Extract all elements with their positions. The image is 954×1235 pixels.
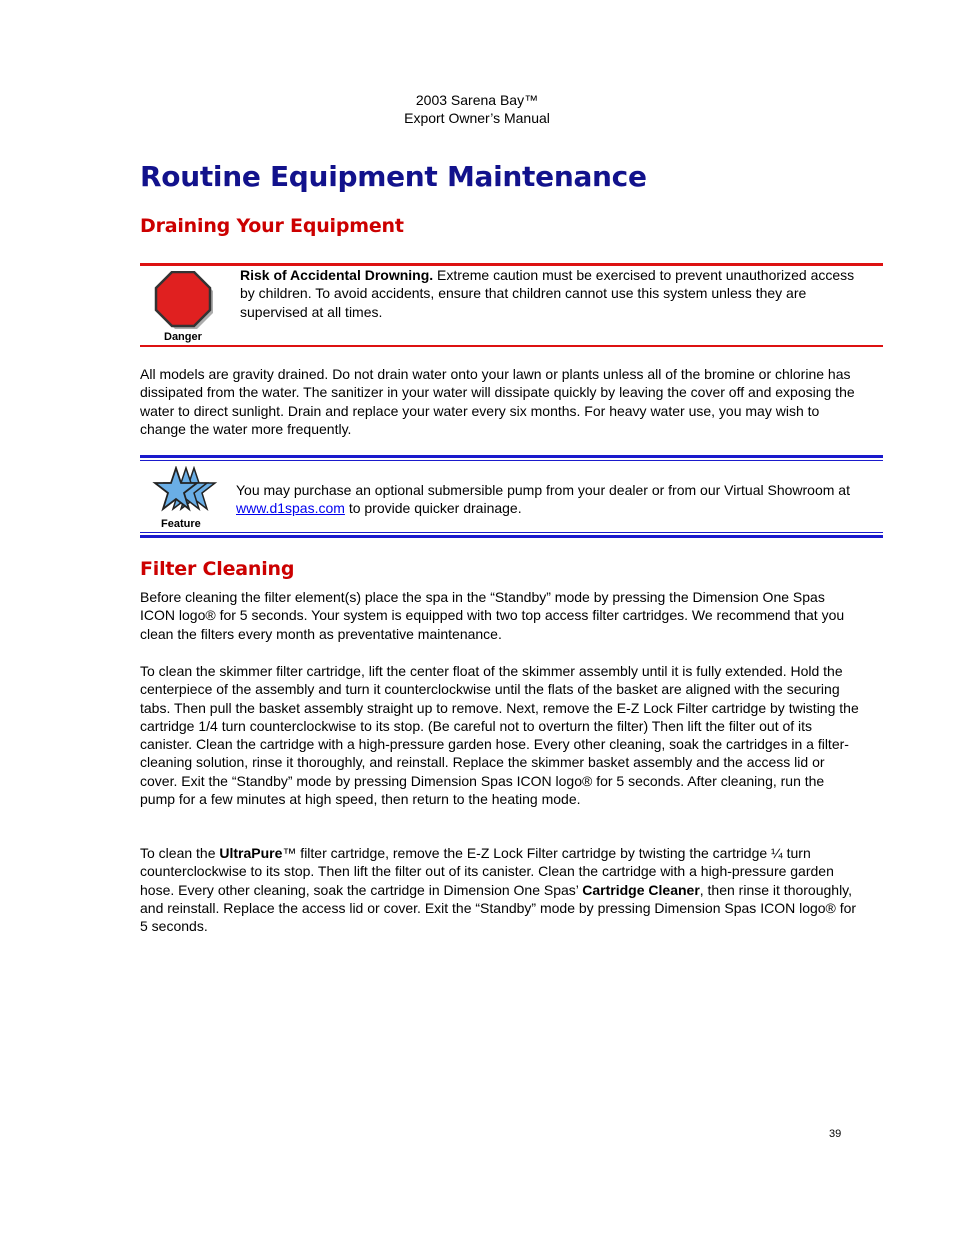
- feature-top-rule-1: [140, 455, 883, 458]
- filter-paragraph-3: [140, 844, 862, 935]
- page-number: 39: [829, 1128, 842, 1140]
- header-product: 2003 Sarena Bay™: [415, 92, 539, 108]
- draining-paragraph: All models are gravity drained. Do not drain water onto your lawn or plants unless all of the bromine or chlorine has dissipated from the water. The sanitizer in your water will dissipate quickly by leaving the cover off and exposing the water to direct sunlight. Drain and replace your water every six months. For heavy water use, you may wish to change the water more frequently.: [140, 366, 855, 437]
- feature-bottom-rule-2: [140, 535, 883, 538]
- showroom-link[interactable]: www.d1spas.com: [236, 500, 345, 517]
- feature-bottom-rule-1: [140, 532, 883, 533]
- feature-text: [236, 481, 876, 518]
- feature-text-before: You may purchase an optional submersible pump from your dealer or from our Virtual Showroom at: [236, 482, 850, 498]
- danger-bottom-rule: [140, 345, 883, 347]
- section-heading-draining: Draining Your Equipment: [140, 215, 404, 237]
- feature-top-rule-2: [140, 460, 883, 461]
- danger-body: Extreme caution must be exercised to prevent unauthorized access by children. To avoid accidents, ensure that children cannot use this system unless they are supervised at all times.: [240, 267, 855, 320]
- p3-part-c: ™ filter cartridge, remove the E-Z Lock Filter cartridge by twisting the cartridge ¼ turn counterclockwise to its stop. Then lift the filter out of its canister. Clean the cartridge with a high-pressure garden hose. Every other cleaning, soak the cartridge in Dimension One Spas’: [140, 845, 834, 898]
- section-heading-filter: Filter Cleaning: [140, 558, 295, 580]
- filter-paragraph-1: Before cleaning the filter element(s) place the spa in the “Standby” mode by pressing the Dimension One Spas ICON logo® for 5 seconds. Your system is equipped with two top access filter cartridges. We recommend that you clean the filters every month as preventative maintenance.: [140, 589, 845, 642]
- danger-lead: Risk of Accidental Drowning.: [240, 267, 434, 283]
- cartridge-cleaner-term: Cartridge Cleaner: [582, 881, 700, 898]
- stars-icon: [150, 466, 218, 518]
- p3-part-a: To clean the: [140, 845, 220, 861]
- ultrapure-term: UltraPure: [219, 845, 283, 861]
- feature-text-after: to provide quicker drainage.: [344, 500, 522, 517]
- header-manual: Export Owner’s Manual: [404, 110, 550, 126]
- p3-part-e: , then rinse it thoroughly, and reinstall. Replace the access lid or cover. Exit the “Standby” mode by pressing Dimension Spas ICON logo® for 5 seconds.: [140, 881, 857, 935]
- filter-paragraph-2: To clean the skimmer filter cartridge, lift the center float of the skimmer assembly until it is fully extended. Hold the centerpiece of the assembly and turn it counterclockwise until the flats of the basket are aligned with the securing tabs. Then pull the basket assembly straight up to remove. Next, remove the E-Z Lock Filter cartridge by twisting the cartridge 1/4 turn counterclockwise to its stop. (Be careful not to overturn the filter) Then lift the filter out of its canister. Clean the cartridge with a high-pressure garden hose. Every other cleaning, soak the cartridges in a filter-cleaning solution, rinse it thoroughly, and reinstall. Replace the skimmer basket assembly and the access lid or cover. Exit the “Standby” mode by pressing Dimension Spas ICON logo® for 5 seconds. After cleaning, run the pump for a few minutes at high speed, then return to the heating mode.: [140, 663, 859, 808]
- danger-text: [240, 266, 870, 321]
- page-title: Routine Equipment Maintenance: [140, 160, 647, 193]
- feature-label: Feature: [161, 518, 201, 530]
- danger-label: Danger: [164, 331, 202, 343]
- stop-sign-icon: [153, 271, 215, 331]
